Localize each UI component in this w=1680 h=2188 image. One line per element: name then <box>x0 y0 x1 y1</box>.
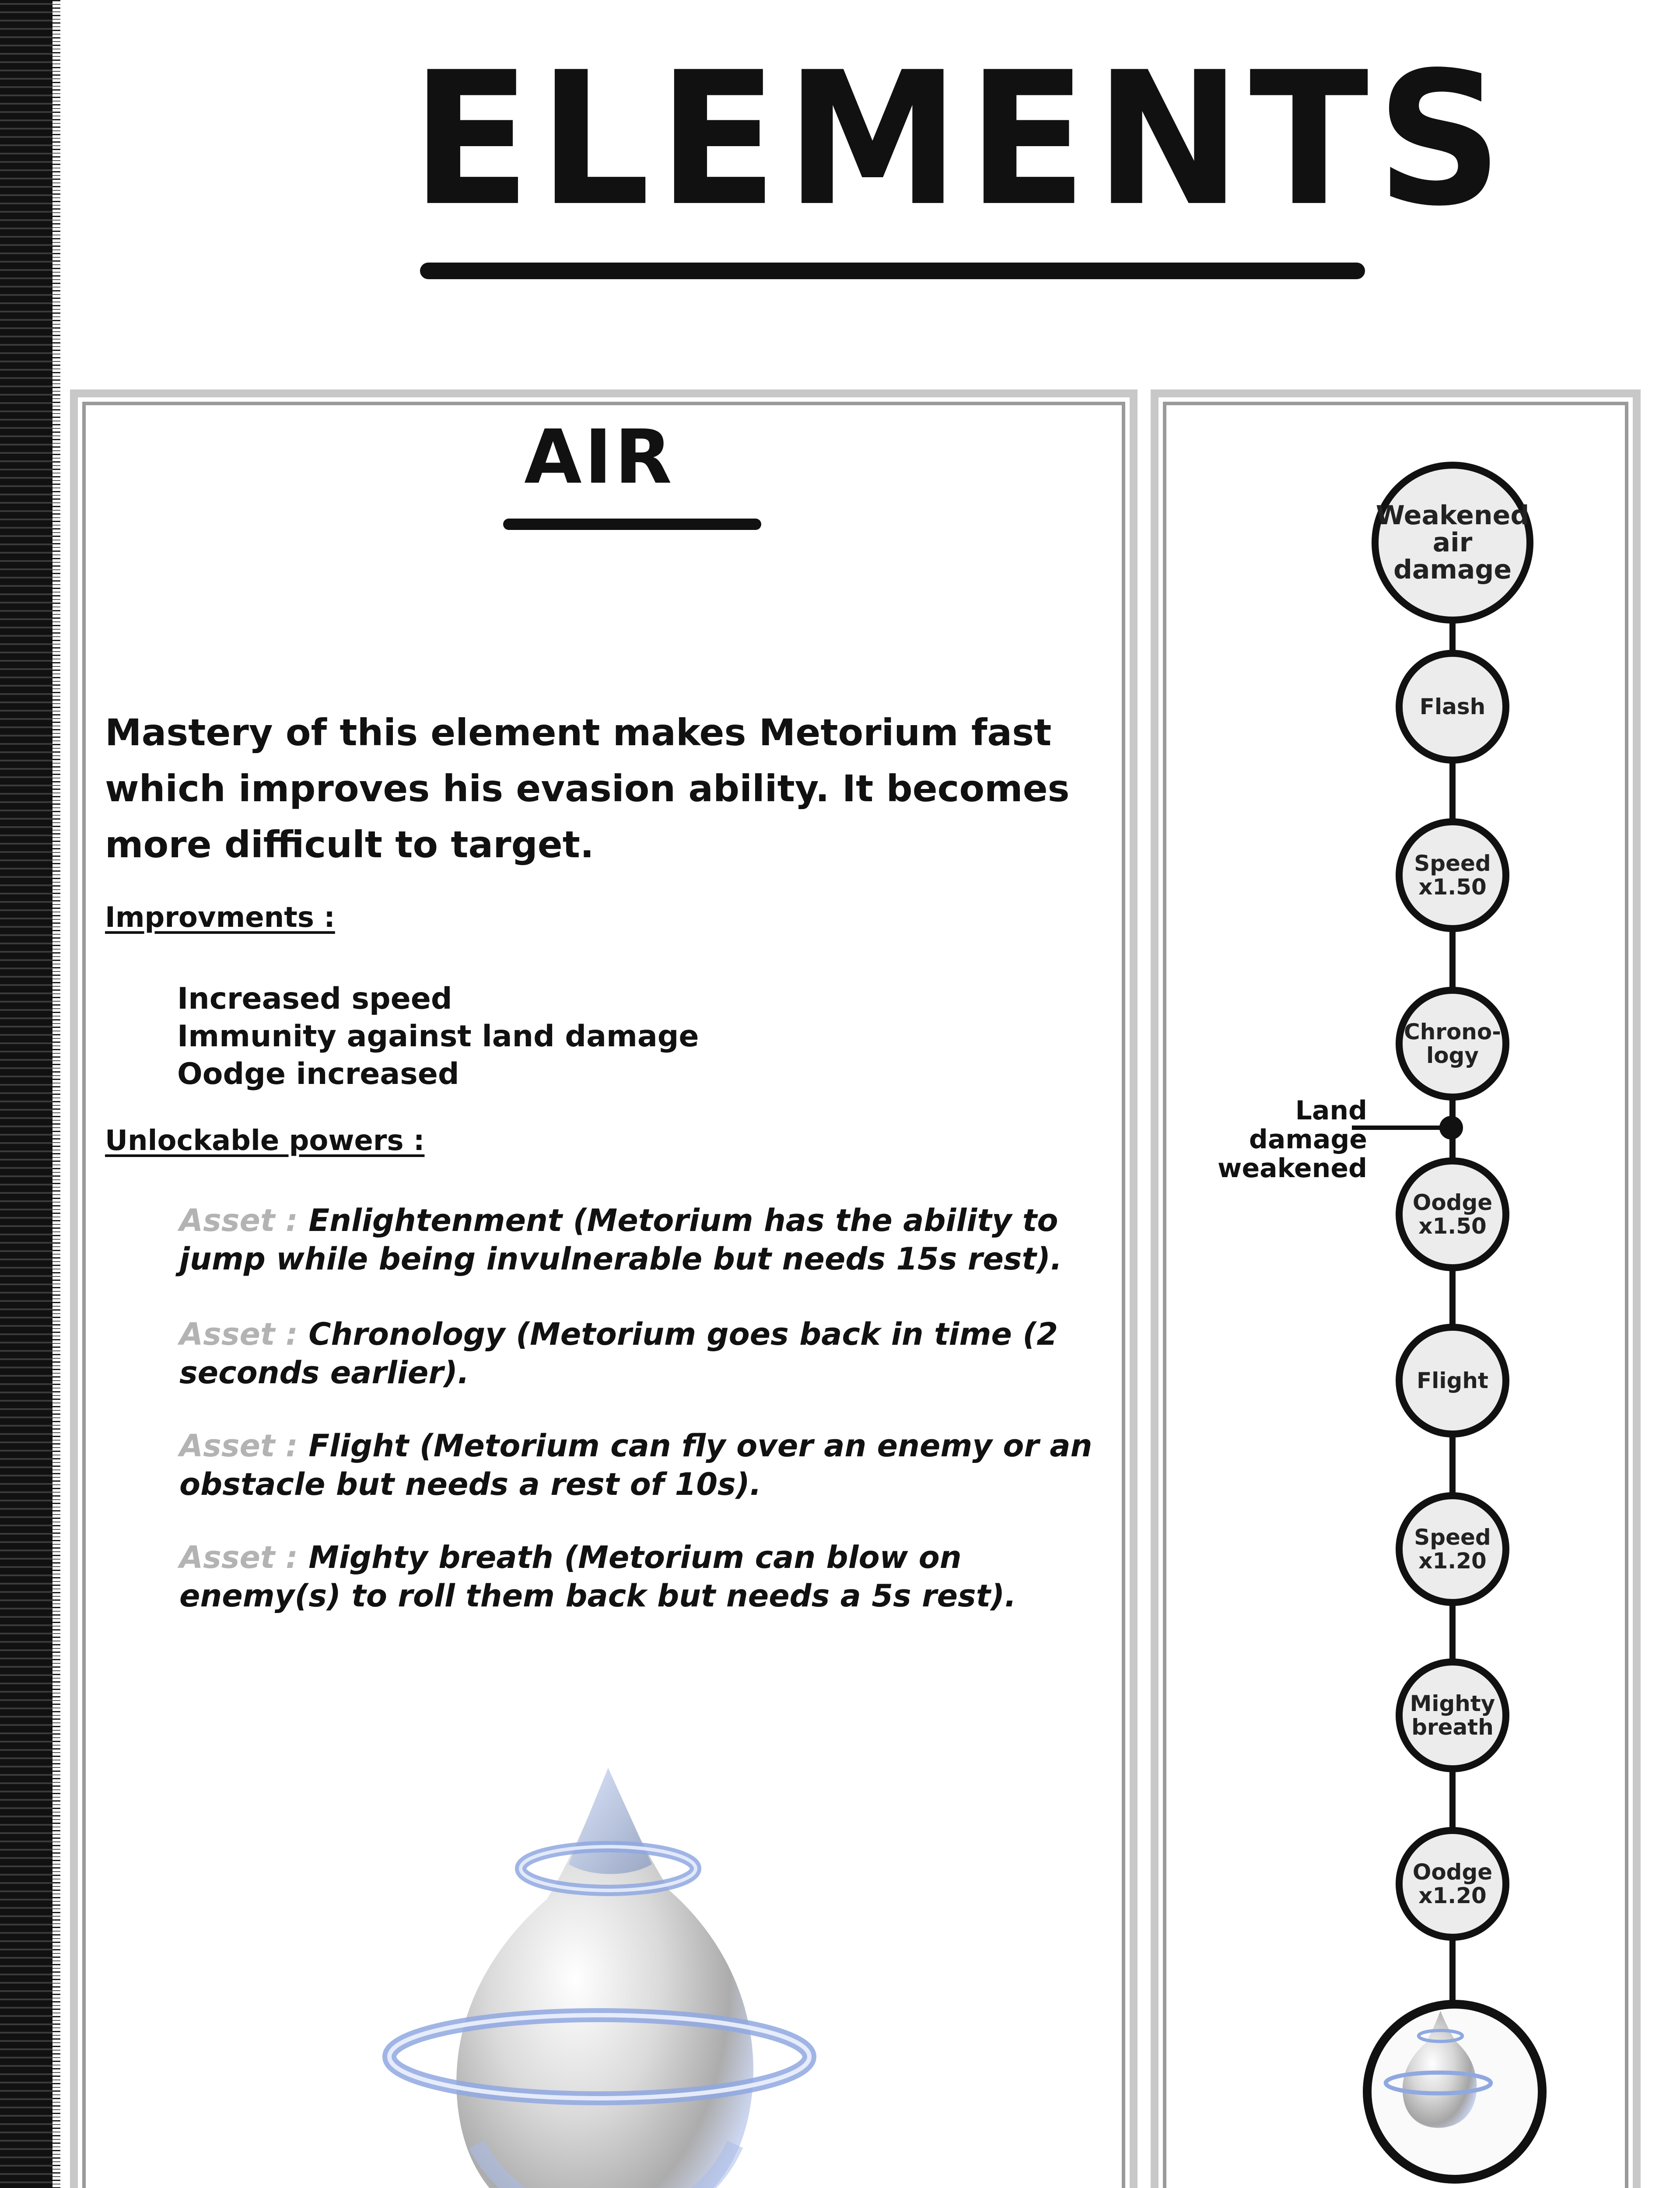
section-title: AIR <box>524 414 675 501</box>
air-drop-illustration <box>363 1759 844 2188</box>
list-item: Increased speed <box>177 982 452 1016</box>
skill-node[interactable]: Weakened air damage <box>1372 462 1533 624</box>
power-description: Chronology (Metorium goes back in time (2 seconds earlier). <box>179 1316 1058 1391</box>
power-chronology <box>179 1315 1120 1392</box>
page-title: ELEMENTS <box>411 33 1511 247</box>
skill-node[interactable]: Oodge x1.50 <box>1396 1157 1509 1271</box>
unlockable-heading: Unlockable powers : <box>105 1125 425 1157</box>
skill-tree-panel <box>1151 389 1641 2188</box>
asset-label: Asset : <box>179 1428 309 1464</box>
air-drop-small-icon <box>1378 2009 1501 2131</box>
skill-node[interactable]: Chrono-logy <box>1396 987 1509 1101</box>
asset-label: Asset : <box>179 1203 309 1238</box>
power-mighty-breath <box>179 1538 1120 1615</box>
intro-text: Mastery of this element makes Metorium fast which improves his evasion ability. It becomes more difficult to target. <box>105 711 1070 866</box>
skill-node[interactable]: Speed x1.50 <box>1396 818 1509 932</box>
improvements-heading: Improvments : <box>105 901 335 934</box>
list-item: Oodge increased <box>177 1057 459 1091</box>
power-description: Flight (Metorium can fly over an enemy or an obstacle but needs a rest of 10s). <box>179 1428 1092 1502</box>
skill-node[interactable]: Flash <box>1396 650 1509 764</box>
improvements-list <box>177 980 699 1093</box>
left-border-strip <box>0 0 52 2188</box>
section-underline <box>503 519 761 530</box>
power-enlightenment <box>179 1201 1120 1278</box>
skill-node[interactable]: Speed x1.20 <box>1396 1492 1509 1606</box>
skill-node[interactable]: Mighty breath <box>1396 1659 1509 1772</box>
skill-node[interactable]: Oodge x1.20 <box>1396 1827 1509 1941</box>
air-drop-icon <box>363 1759 844 2188</box>
side-branch-label: Land damage weakened <box>1218 1095 1367 1184</box>
title-underline <box>420 263 1365 279</box>
air-element-icon <box>1378 2009 1501 2131</box>
power-description: Enlightenment (Metorium has the ability to jump while being invulnerable but needs 15s rest). <box>179 1203 1062 1277</box>
side-branch-node[interactable] <box>1439 1116 1463 1140</box>
power-flight <box>179 1427 1120 1504</box>
skill-node[interactable]: Flight <box>1396 1324 1509 1438</box>
power-description: Mighty breath (Metorium can blow on enemy(s) to roll them back but needs a 5s rest). <box>179 1539 1016 1614</box>
asset-label: Asset : <box>179 1316 309 1352</box>
asset-label: Asset : <box>179 1539 309 1575</box>
list-item: Immunity against land damage <box>177 1019 699 1054</box>
